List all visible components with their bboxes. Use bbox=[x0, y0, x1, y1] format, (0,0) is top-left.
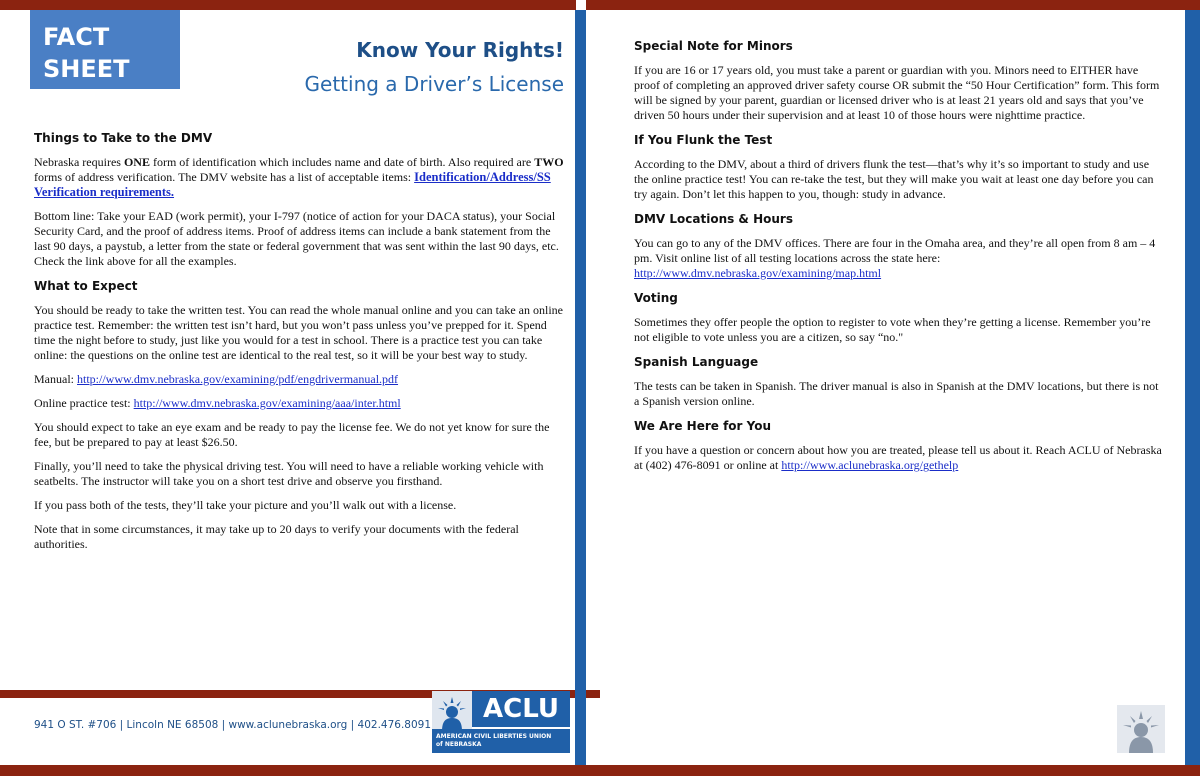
text-run: forms of address verification. The DMV website has a list of acceptable items: bbox=[34, 170, 415, 184]
heading-help: We Are Here for You bbox=[634, 419, 771, 433]
heading-voting: Voting bbox=[634, 291, 678, 305]
text-run: form of identification which includes name and date of birth. Also required are bbox=[149, 155, 535, 169]
spanish-paragraph: The tests can be taken in Spanish. The driver manual is also in Spanish at the DMV locations, but there is not a Spanish version online. bbox=[634, 379, 1159, 408]
top-border-right bbox=[586, 0, 1200, 10]
locations-paragraph bbox=[634, 236, 1164, 281]
page-divider-bar bbox=[575, 10, 586, 765]
eye-exam-paragraph: You should expect to take an eye exam and be ready to pay the license fee. We do not yet know for sure the fee, but be prepared to pay at least $26.50. bbox=[34, 420, 550, 449]
heading-what-to-expect: What to Expect bbox=[34, 279, 138, 293]
tagline-line1: AMERICAN CIVIL LIBERTIES UNION bbox=[436, 733, 552, 740]
verification-time-paragraph: Note that in some circumstances, it may take up to 20 days to verify your documents with the federal authorities. bbox=[34, 522, 519, 551]
top-border-left bbox=[0, 0, 576, 10]
practice-test-link[interactable]: http://www.dmv.nebraska.gov/examining/aaa/inter.html bbox=[133, 396, 401, 410]
pass-paragraph: If you pass both of the tests, they’ll take your picture and you’ll walk out with a license. bbox=[34, 498, 457, 512]
emphasis-two: TWO bbox=[534, 155, 564, 169]
right-column bbox=[634, 38, 1164, 482]
bottom-border bbox=[0, 765, 1200, 776]
footer-address: 941 O ST. #706 | Lincoln NE 68508 | www.aclunebraska.org | 402.476.8091 bbox=[34, 719, 432, 731]
fact-sheet-badge bbox=[30, 10, 180, 89]
left-column bbox=[34, 130, 564, 561]
bottom-line-paragraph: Bottom line: Take your EAD (work permit), your I-797 (notice of action for your DACA status), your Social Security Card, and the proof of address items. Proof of address items can include a bank statement from the last 90 days, a paystub, a letter from the state or federal government that was sent within the last 90 days, etc. Check the link above for all the examples. bbox=[34, 209, 559, 268]
locations-link[interactable]: http://www.dmv.nebraska.gov/examining/map.html bbox=[634, 266, 882, 280]
tagline-line2: of NEBRASKA bbox=[436, 741, 482, 748]
heading-spanish: Spanish Language bbox=[634, 355, 759, 369]
aclu-wordmark: ACLU bbox=[472, 691, 570, 727]
page-title: Know Your Rights! bbox=[356, 38, 564, 62]
flunk-paragraph: According to the DMV, about a third of drivers flunk the test—that’s why it’s so important to study and use the online practice test! You can re-take the test, but they will make you wait at least one day before you can try again. Don’t let this happen to you, though: study in advance. bbox=[634, 157, 1154, 201]
heading-locations: DMV Locations & Hours bbox=[634, 212, 793, 226]
help-paragraph bbox=[634, 443, 1164, 473]
help-link[interactable]: http://www.aclunebraska.org/gethelp bbox=[781, 458, 959, 472]
fact-label: FACT bbox=[43, 23, 110, 51]
heading-flunk: If You Flunk the Test bbox=[634, 133, 773, 147]
practice-test-label: Online practice test: bbox=[34, 396, 134, 410]
heading-things-to-take: Things to Take to the DMV bbox=[34, 131, 213, 145]
statue-of-liberty-icon bbox=[1117, 705, 1165, 753]
right-edge-bar bbox=[1185, 10, 1200, 765]
aclu-logo bbox=[432, 691, 570, 755]
text-run: You can go to any of the DMV offices. There are four in the Omaha area, and they’re all open from 8 am – 4 pm. Visit online list of all testing locations across the state here: bbox=[634, 236, 1156, 265]
driving-test-paragraph: Finally, you’ll need to take the physical driving test. You will need to have a reliable working vehicle with seatbelts. The instructor will take you on a short test drive and observe you firsthand. bbox=[34, 459, 544, 488]
verification-requirements-link[interactable]: Identification/Address/SS Verification requirements. bbox=[34, 170, 551, 199]
id-requirements-paragraph bbox=[34, 155, 564, 200]
practice-test-line bbox=[34, 396, 564, 411]
page-subtitle: Getting a Driver’s License bbox=[304, 72, 564, 96]
sheet-label: SHEET bbox=[43, 55, 130, 83]
manual-link[interactable]: http://www.dmv.nebraska.gov/examining/pdf/engdrivermanual.pdf bbox=[77, 372, 399, 386]
manual-label: Manual: bbox=[34, 372, 77, 386]
statue-of-liberty-icon bbox=[432, 691, 472, 731]
text-run: If you have a question or concern about how you are treated, please tell us about it. Reach ACLU of Nebraska at (402) 476-8091 or online at bbox=[634, 443, 1162, 472]
minors-paragraph: If you are 16 or 17 years old, you must take a parent or guardian with you. Minors need to EITHER have proof of completing an approved driver safety course OR submit the “50 Hour Certification” form. This form will be signed by your parent, guardian or licensed driver who is at least 21 years old and says that you’ve driven 50 hours under their supervision and at least 10 of those hours were nighttime practice. bbox=[634, 63, 1160, 122]
voting-paragraph: Sometimes they offer people the option to register to vote when they’re getting a license. Remember you’re not eligible to vote unless you are a citizen, so say “no." bbox=[634, 315, 1151, 344]
text-run: Nebraska requires bbox=[34, 155, 124, 169]
emphasis-one: ONE bbox=[123, 155, 150, 169]
written-test-paragraph: You should be ready to take the written test. You can read the whole manual online and you can take an online practice test. Remember: the written test isn’t hard, but you won’t pass unless you’ve prepped for it. Spend time the night before to study, just like you would for a test in school. There is a practice test you can take online: the questions on the online test are identical to the real test, so it will be your best way to study. bbox=[34, 303, 563, 362]
aclu-tagline bbox=[432, 729, 570, 753]
heading-minors: Special Note for Minors bbox=[634, 39, 793, 53]
manual-line bbox=[34, 372, 564, 387]
